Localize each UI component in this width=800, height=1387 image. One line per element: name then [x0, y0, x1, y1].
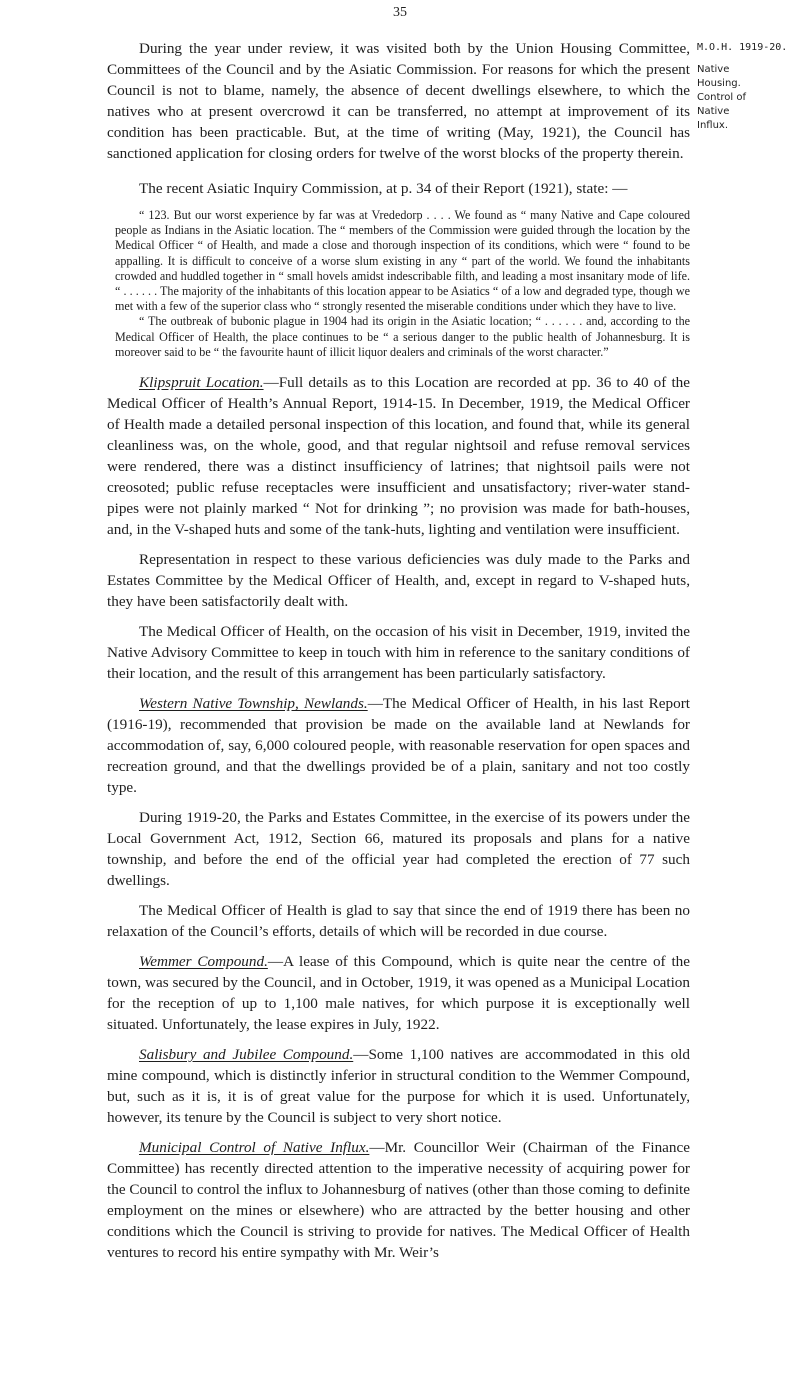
body-text	[107, 372, 690, 1263]
section-heading: Wemmer Compound.	[139, 953, 268, 971]
commission-quotation	[107, 208, 690, 360]
paragraph-klipspruit	[107, 372, 690, 540]
margin-topic-line: Influx.	[697, 120, 729, 131]
page-number: 35	[393, 5, 407, 20]
section-text: —The Medical Officer of Health, in his last Report (1916-19), recommended that provision be made on the available land at Newlands for accommodation of, say, 6,000 coloured people, with reasonable reservation for open spaces and recreation ground, and that the dwellings provided be of a plain, sanitary and not too costly type.	[107, 695, 690, 797]
paragraph-wemmer	[107, 951, 690, 1035]
paragraph-vrededorp: During the year under review, it was visited both by the Union Housing Committee, Committees of the Council and by the Asiatic Commission. For reasons for which the present Council is not to blame, namely, the absence of decent dwellings elsewhere, to which the natives who at present overcrowd it can be transferred, no attempt at improvement of its condition has been practicable. But, at the time of writing (May, 1921), the Council has sanctioned application for closing orders for twelve of the worst blocks of the property therein.	[107, 40, 690, 162]
body-text	[107, 38, 690, 199]
paragraph-newlands	[107, 693, 690, 798]
margin-topic-line: Control of	[697, 92, 746, 103]
margin-topic	[697, 63, 797, 133]
paragraph-native-influx	[107, 1137, 690, 1263]
margin-topic-line: Housing.	[697, 78, 741, 89]
paragraph-township-erection: During 1919-20, the Parks and Estates Committee, in the exercise of its powers under the Local Government Act, 1912, Section 66, matured its proposals and plans for a native township, and before the end of the official year had completed the erection of 77 such dwellings.	[107, 809, 690, 890]
paragraph-council-efforts: The Medical Officer of Health is glad to say that since the end of 1919 there has been no relaxation of the Council’s efforts, details of which will be recorded in due course.	[107, 902, 690, 941]
quote-paragraph: “ The outbreak of bubonic plague in 1904 had its origin in the Asiatic location; “ . . . . . . and, according to the Medical Officer of Health, the place continues to be “ a serious danger to the public health of Johannesburg. It is moreover said to be “ the favourite haunt of illicit liquor dealers and criminals of the worst character.”	[115, 314, 690, 359]
paragraph-representation: Representation in respect to these various deficiencies was duly made to the Parks and Estates Committee by the Medical Officer of Health, and, except in regard to V-shaped huts, they have been satisfactorily dealt with.	[107, 551, 690, 611]
section-heading: Municipal Control of Native Influx.	[139, 1139, 370, 1157]
paragraph-salisbury-jubilee	[107, 1044, 690, 1128]
section-text: —A lease of this Compound, which is quite near the centre of the town, was secured by the Council, and in October, 1919, it was opened as a Municipal Location for the reception of up to 1,100 male natives, for which purpose it is exceptionally well situated. Unfortunately, the lease expires in July, 1922.	[107, 953, 690, 1034]
section-heading: Salisbury and Jubilee Compound.	[139, 1046, 354, 1064]
margin-topic-line: Native	[697, 64, 730, 75]
section-text: —Full details as to this Location are recorded at pp. 36 to 40 of the Medical Officer of Health’s Annual Report, 1914-15. In December, 1919, the Medical Officer of Health made a detailed personal inspection of this location, and found that, while its general cleanliness was, on the whole, good, and that regular nightsoil and refuse removal services were rendered, there was a distinct insufficiency of latrines; that nightsoil pails were not creosoted; public refuse receptacles were insufficient and unsatisfactory; river-water stand-pipes were not plainly marked “ Not for drinking ”; no provision was made for bath-houses, and, in the V-shaped huts and some of the tank-huts, lighting and ventilation were insufficient.	[107, 374, 690, 539]
main-text-column	[107, 38, 690, 1263]
paragraph-commission-intro: The recent Asiatic Inquiry Commission, at p. 34 of their Report (1921), state: —	[139, 180, 628, 197]
margin-topic-line: Native	[697, 106, 730, 117]
section-text: —Mr. Councillor Weir (Chairman of the Finance Committee) has recently directed attention to the imperative necessity of acquiring power for the Council to control the influx to Johannesburg of natives (other than those coming to definite employment on the mines or elsewhere) who are attracted by the better housing and other conditions which the Council is striving to provide for natives. The Medical Officer of Health ventures to record his entire sympathy with Mr. Weir’s	[107, 1139, 690, 1262]
section-heading: Klipspruit Location.	[139, 374, 264, 392]
section-text: —Some 1,100 natives are accommodated in this old mine compound, which is distinctly inferior in structural condition to the Wemmer Compound, but, such as it is, it is of great value for the purpose for which it is used. Unfortunately, however, its tenure by the Council is subject to very short notice.	[107, 1046, 690, 1127]
margin-reference: M.O.H. 1919-20.	[697, 42, 788, 53]
quote-paragraph: “ 123. But our worst experience by far was at Vrededorp . . . . We found as “ many Native and Cape coloured people as Indians in the Asiatic location. The “ members of the Commission were guided through the location by the Medical Officer “ of Health, and made a close and thorough inspection of its conditions, which were “ found to be appalling. It is difficult to conceive of a worse slum existing in any “ part of the world. We found the inhabitants crowded and huddled together in “ small hovels amidst indescribable filth, and leading a most insanitary mode of life. “ . . . . . . The majority of the inhabitants of this location appear to be Asiatics “ of a low and degraded type, though we met with a few of the superior class who “ strongly resented the miserable conditions under which they have to live.	[115, 208, 690, 314]
section-heading: Western Native Township, Newlands.	[139, 695, 368, 713]
paragraph-advisory-committee: The Medical Officer of Health, on the occasion of his visit in December, 1919, invited the Native Advisory Committee to keep in touch with him in reference to the sanitary conditions of their location, and the result of this arrangement has been particularly satisfactory.	[107, 623, 690, 683]
